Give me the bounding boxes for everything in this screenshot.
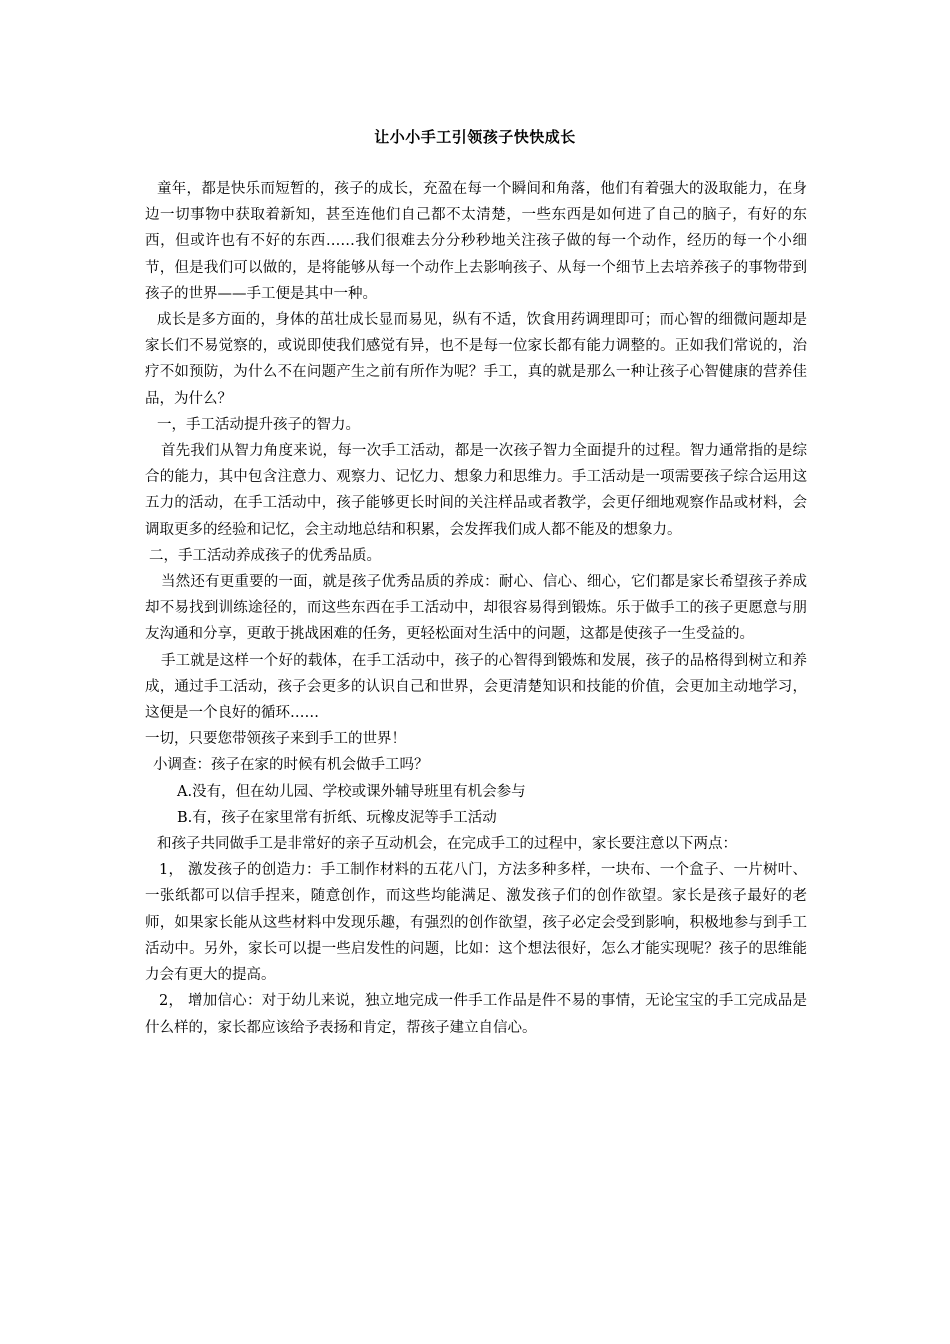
- heading-qualities: 二，手工活动养成孩子的优秀品质。: [149, 547, 381, 564]
- survey-option-a: A.没有，但在幼儿园、学校或课外辅导班里有机会参与: [177, 783, 526, 800]
- document-body: [145, 176, 807, 1041]
- paragraph-growth: 成长是多方面的，身体的茁壮成长显而易见，纵有不适，饮食用药调理即可；而心智的细微问题却是家长们不易觉察的，或说即使我们感觉有异，也不是每一位家长都有能力调整的。正如我们常说的，治疗不如预防，为什么不在问题产生之前有所作为呢？手工，真的就是那么一种让孩子心智健康的营养佳品，为什么？: [145, 312, 807, 407]
- paragraph-qualities: 当然还有更重要的一面，就是孩子优秀品质的养成：耐心、信心、细心，它们都是家长希望孩子养成却不易找到训练途径的，而这些东西在手工活动中，却很容易得到锻炼。乐于做手工的孩子更愿意与朋友沟通和分享，更敢于挑战困难的任务，更轻松面对生活中的问题，这都是使孩子一生受益的。: [145, 574, 807, 643]
- list-item-creativity: 1， 激发孩子的创造力：手工制作材料的五花八门，方法多种多样，一块布、一个盒子、一片树叶、一张纸都可以信手捏来，随意创作，而这些均能满足、激发孩子们的创作欲望。家长是孩子最好的老师，如果家长能从这些材料中发现乐趣，有强烈的创作欲望，孩子必定会受到影响，积极地参与到手工活动中。另外，家长可以提一些启发性的问题，比如：这个想法很好，怎么才能实现呢？孩子的思维能力会有更大的提高。: [145, 862, 807, 984]
- heading-intelligence: 一，手工活动提升孩子的智力。: [157, 416, 360, 433]
- list-item-confidence: 2， 增加信心：对于幼儿来说，独立地完成一件手工作品是件不易的事情，无论宝宝的手工完成品是什么样的，家长都应该给予表扬和肯定，帮孩子建立自信心。: [145, 993, 807, 1036]
- paragraph-invitation: 一切，只要您带领孩子来到手工的世界！: [145, 731, 406, 748]
- paragraph-carrier: 手工就是这样一个好的载体，在手工活动中，孩子的心智得到锻炼和发展，孩子的品格得到树立和养成，通过手工活动，孩子会更多的认识自己和世界，会更清楚知识和技能的价值，会更加主动地学习，这便是一个良好的循环……: [145, 652, 807, 722]
- paragraph-intelligence: 首先我们从智力角度来说，每一次手工活动，都是一次孩子智力全面提升的过程。智力通常指的是综合的能力，其中包含注意力、观察力、记忆力、想象力和思维力。手工活动是一项需要孩子综合运用这五力的活动，在手工活动中，孩子能够更长时间的关注样品或者教学，会更仔细地观察作品或材料，会调取更多的经验和记忆，会主动地总结和积累，会发挥我们成人都不能及的想象力。: [145, 443, 807, 538]
- survey-question: 小调查：孩子在家的时候有机会做手工吗？: [153, 757, 429, 774]
- document-title: 让小小手工引领孩子快快成长: [374, 128, 576, 146]
- paragraph-parent-child: 和孩子共同做手工是非常好的亲子互动机会，在完成手工的过程中，家长要注意以下两点：: [157, 836, 737, 853]
- paragraph-childhood: 童年，都是快乐而短暂的，孩子的成长，充盈在每一个瞬间和角落，他们有着强大的汲取能力，在身边一切事物中获取着新知，甚至连他们自己都不太清楚，一些东西是如何进了自己的脑子，有好的东西，但或许也有不好的东西……我们很难去分分秒秒地关注孩子做的每一个动作，经历的每一个小细节，但是我们可以做的，是将能够从每一个动作上去影响孩子、从每一个细节上去培养孩子的事物带到孩子的世界——手工便是其中一种。: [145, 181, 807, 302]
- survey-option-b: B.有，孩子在家里常有折纸、玩橡皮泥等手工活动: [177, 809, 497, 826]
